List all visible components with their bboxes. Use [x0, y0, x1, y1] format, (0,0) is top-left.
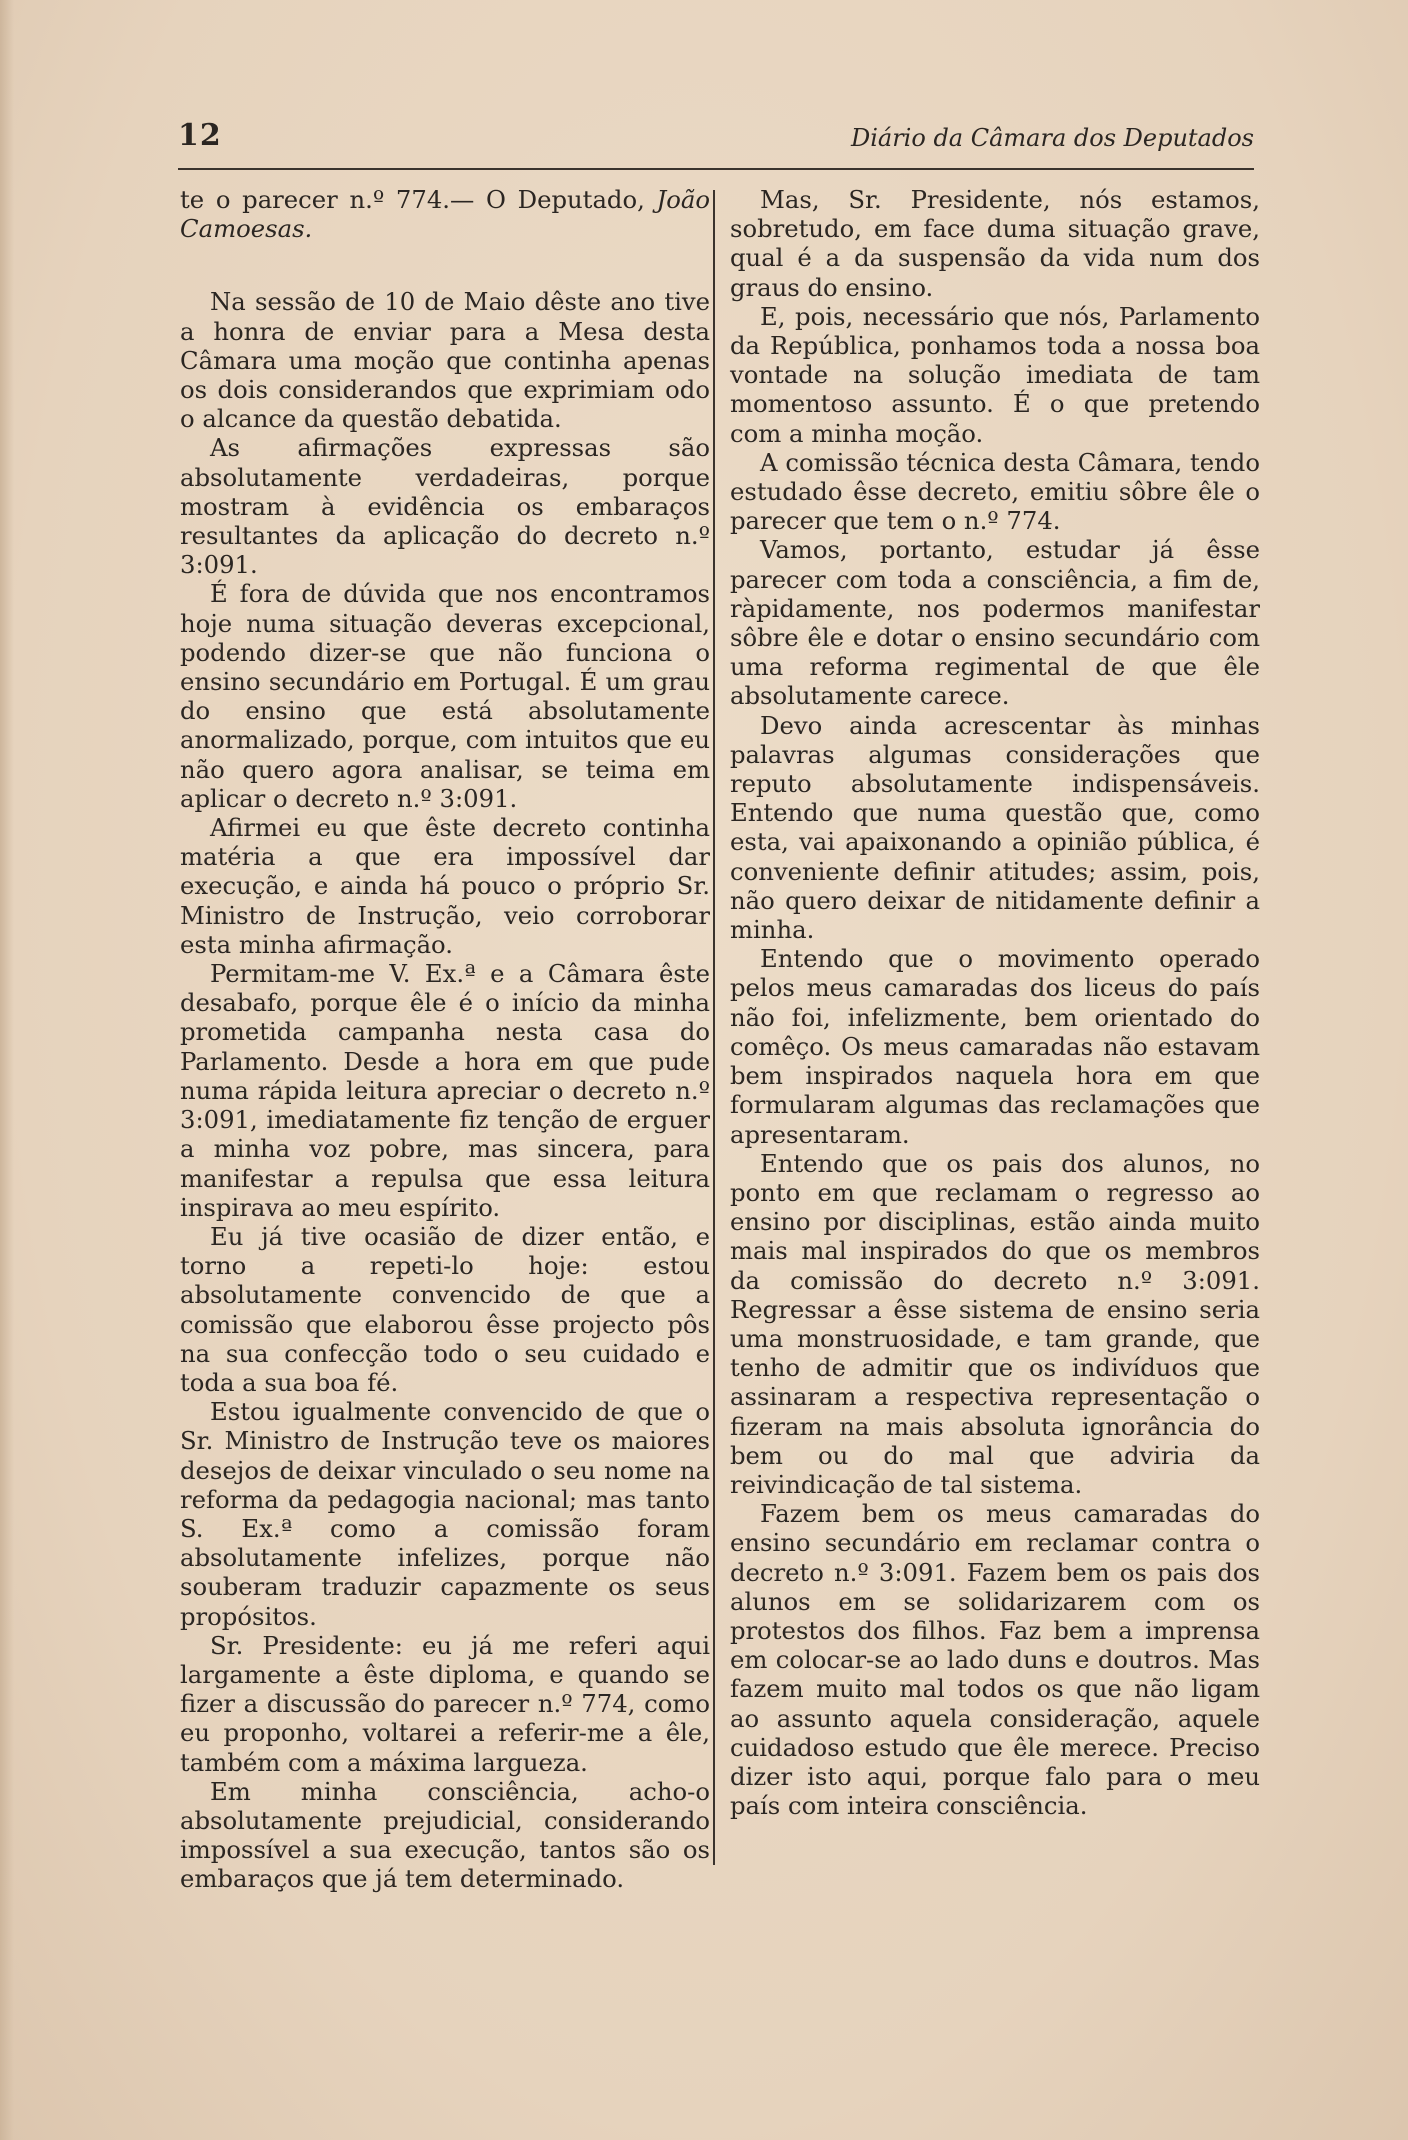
page-edge-shadow — [0, 0, 14, 2140]
paragraph: Na sessão de 10 de Maio dêste ano tive a honra de enviar para a Mesa desta Câmara uma moção que continha apenas os dois considerandos que exprimiam odo o alcance da questão debatida. — [180, 287, 710, 434]
paragraph: A comissão técnica desta Câmara, tendo estudado êsse decreto, emitiu sôbre êle o parecer que tem o n.º 774. — [730, 447, 1260, 536]
paragraph: As afirmações expressas são absolutamente verdadeiras, porque mostram à evidência os embaraços resultantes da aplicação do decreto n.º 3:091. — [180, 433, 710, 580]
paragraph: Devo ainda acrescentar às minhas palavras algumas considerações que reputo absolutamente indispensáveis. Entendo que numa questão que, como esta, vai apaixonando a opinião pública, é conveniente definir atitudes; assim, pois, não quero deixar de nitidamente definir a minha. — [730, 710, 1260, 945]
paragraph-text: te o parecer n.º 774.— O Deputado, — [180, 185, 657, 214]
paragraph: Sr. Presidente: eu já me referi aqui largamente a êste diploma, e quando se fizer a discussão do parecer n.º 774, como eu proponho, voltarei a referir-me a êle, também com a máxima largueza. — [180, 1630, 710, 1777]
paragraph: Permitam-me V. Ex.ª e a Câmara êste desabafo, porque êle é o início da minha prometida campanha nesta casa do Parlamento. Desde a hora em que pude numa rápida leitura apreciar o decreto n.º 3:091, imediatamente fiz tenção de erguer a minha voz pobre, mas sincera, para manifestar a repulsa que essa leitura inspirava ao meu espírito. — [180, 959, 710, 1222]
paragraph: Mas, Sr. Presidente, nós estamos, sobretudo, em face duma situação grave, qual é a da suspensão da vida num dos graus do ensino. — [730, 185, 1260, 302]
signature: João Camoesas. — [180, 185, 710, 244]
paragraph: Entendo que o movimento operado pelos meus camaradas dos liceus do país não foi, infelizmente, bem orientado do comêço. Os meus camaradas não estavam bem inspirados naquela hora em que formularam algumas das reclamações que apresentaram. — [730, 944, 1260, 1149]
paragraph: É fora de dúvida que nos encontramos hoje numa situação deveras excepcional, podendo dizer-se que não funciona o ensino secundário em Portugal. É um grau do ensino que está absolutamente anormalizado, porque, com intuitos que eu não quero agora analisar, se teima em aplicar o decreto n.º 3:091. — [180, 579, 710, 813]
right-column — [730, 185, 1260, 1820]
running-title: Diário da Câmara dos Deputados — [850, 124, 1254, 152]
paragraph: Vamos, portanto, estudar já êsse parecer com toda a consciência, a fim de, ràpidamente, nos podermos manifestar sôbre êle e dotar o ensino secundário com uma reforma regimental de que êle absolutamente carece. — [730, 535, 1260, 711]
paragraph: Eu já tive ocasião de dizer então, e torno a repeti-lo hoje: estou absolutamente convencido de que a comissão que elaborou êsse projecto pôs na sua confecção todo o seu cuidado e toda a sua boa fé. — [180, 1221, 710, 1397]
left-column — [180, 185, 710, 1894]
paragraph: Em minha consciência, acho-o absolutamente prejudicial, considerando impossível a sua execução, tantos são os embaraços que já tem determinado. — [180, 1776, 710, 1894]
paragraph: Entendo que os pais dos alunos, no ponto em que reclamam o regresso ao ensino por disciplinas, estão ainda muito mais mal inspirados do que os membros da comissão do decreto n.º 3:091. Regressar a êsse sistema de ensino seria uma monstruosidade, e tam grande, que tenho de admitir que os indivíduos que assinaram a respectiva representação o fizeram na mais absoluta ignorância do bem ou do mal que adviria da reivindicação de tal sistema. — [730, 1148, 1260, 1499]
paragraph: Estou igualmente convencido de que o Sr. Ministro de Instrução teve os maiores desejos de deixar vinculado o seu nome na reforma da pedagogia nacional; mas tanto S. Ex.ª como a comissão foram absolutamente infelizes, porque não souberam traduzir capazmente os seus propósitos. — [180, 1397, 710, 1631]
paragraph: Afirmei eu que êste decreto continha matéria a que era impossível dar execução, e ainda há pouco o próprio Sr. Ministro de Instrução, veio corroborar esta minha afirmação. — [180, 813, 710, 959]
column-divider — [713, 190, 715, 1865]
paragraph: Fazem bem os meus camaradas do ensino secundário em reclamar contra o decreto n.º 3:091. Fazem bem os pais dos alunos em se solidarizarem com os protestos dos filhos. Faz bem a imprensa em colocar-se ao lado duns e doutros. Mas fazem muito mal todos os que não ligam ao assunto aquela consideração, aquele cuidadoso estudo que êle merece. Preciso dizer isto aqui, porque falo para o meu país com inteira consciência. — [730, 1499, 1260, 1821]
paragraph — [180, 185, 710, 243]
page-number: 12 — [178, 118, 222, 153]
paragraph: E, pois, necessário que nós, Parlamento da República, ponhamos toda a nossa boa vontade na solução imediata de tam momentoso assunto. É o que pretendo com a minha moção. — [730, 301, 1260, 448]
page-header — [178, 118, 1254, 170]
